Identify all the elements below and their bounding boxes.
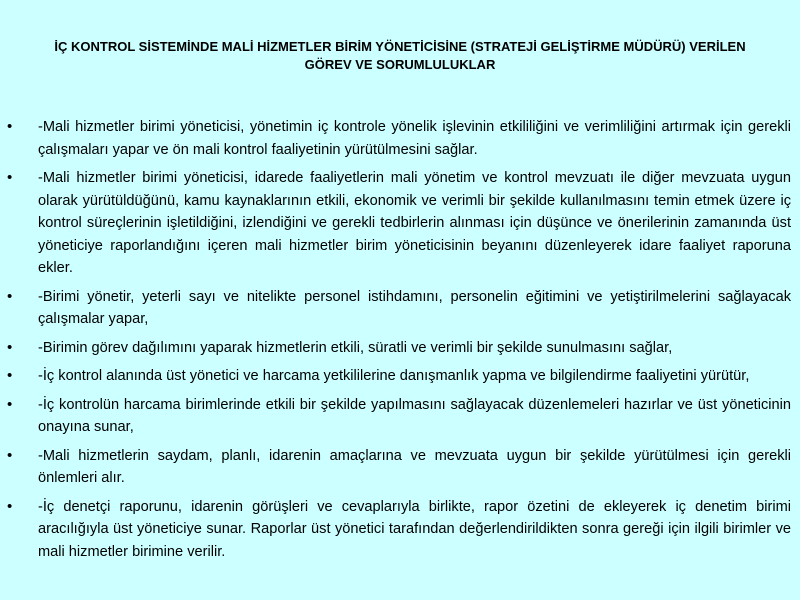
list-item bbox=[0, 116, 800, 161]
list-item-text: -Mali hizmetler birimi yöneticisi, idarede faaliyetlerin mali yönetim ve kontrol mevzuatı ile diğer mevzuata uygun olarak yürütüldüğünü, kamu kaynaklarının etkili, ekonomik ve verimli bir şekilde kullanılmasını temin etmek üzere iç kontrol süreçlerinin işletildiğini, izlendiğini ve gerekli tedbirlerin alınması için düşünce ve önerilerinin zamanında üst yöneticiye raporlandığını içeren mali hizmetler birim yöneticisinin beyanını düzenleyerek idare faaliyet raporuna ekler. bbox=[38, 170, 791, 276]
list-item bbox=[0, 337, 800, 360]
list-item-text: -İç kontrolün harcama birimlerinde etkili bir şekilde yapılmasını sağlayacak düzenlemeleri hazırlar ve üst yöneticinin onayına sunar, bbox=[38, 396, 791, 435]
list-item-text: -Birimin görev dağılımını yaparak hizmetlerin etkili, süratli ve verimli bir şekilde sunulmasını sağlar, bbox=[38, 339, 673, 356]
bullet-icon: • bbox=[7, 395, 13, 413]
list-item bbox=[0, 286, 800, 331]
bullet-icon: • bbox=[7, 169, 13, 186]
list-item bbox=[0, 394, 800, 439]
list-item-text: -İç kontrol alanında üst yönetici ve harcama yetkililerine danışmanlık yapma ve bilgilendirme faaliyetini yürütür, bbox=[38, 368, 750, 384]
list-item bbox=[0, 496, 800, 564]
slide-title: İÇ KONTROL SİSTEMİNDE MALİ HİZMETLER BİRİM YÖNETİCİSİNE (STRATEJİ GELİŞTİRME MÜDÜRÜ) VERİLEN GÖREV VE SORUMLULUKLAR bbox=[54, 39, 746, 72]
list-item-text: -Mali hizmetlerin saydam, planlı, idarenin amaçlarına ve mevzuata uygun bir şekilde yürütülmesi için gerekli önlemleri alır. bbox=[38, 447, 791, 486]
list-item-text: -Birimi yönetir, yeterli sayı ve nitelikte personel istihdamını, personelin eğitimini ve yetiştirilmelerini sağlayacak çalışmalar yapar, bbox=[38, 288, 791, 327]
bullet-icon: • bbox=[7, 338, 13, 356]
bullet-icon: • bbox=[7, 497, 13, 515]
list-item bbox=[0, 445, 800, 490]
list-item bbox=[0, 167, 800, 280]
bullet-icon: • bbox=[7, 118, 13, 135]
list-item bbox=[0, 365, 800, 388]
list-item-text: -İç denetçi raporunu, idarenin görüşleri ve cevaplarıyla birlikte, rapor özetini de ekleyerek iç denetim birimi aracılığıyla üst yöneticiye sunar. Raporlar üst yönetici tarafından değerlendirildikten sonra gereği için ilgili birimler ve mali hizmetler birimine verilir. bbox=[38, 498, 791, 560]
bullet-icon: • bbox=[7, 287, 13, 305]
bullet-icon: • bbox=[7, 446, 13, 464]
bullet-list bbox=[0, 116, 800, 569]
list-item-text: -Mali hizmetler birimi yöneticisi, yönetimin iç kontrole yönelik işlevinin etkililiğini ve verimliliğini artırmak için gerekli çalışmaları yapar ve ön mali kontrol faaliyetinin yürütülmesini sağlar. bbox=[38, 119, 791, 158]
bullet-icon: • bbox=[7, 367, 13, 384]
